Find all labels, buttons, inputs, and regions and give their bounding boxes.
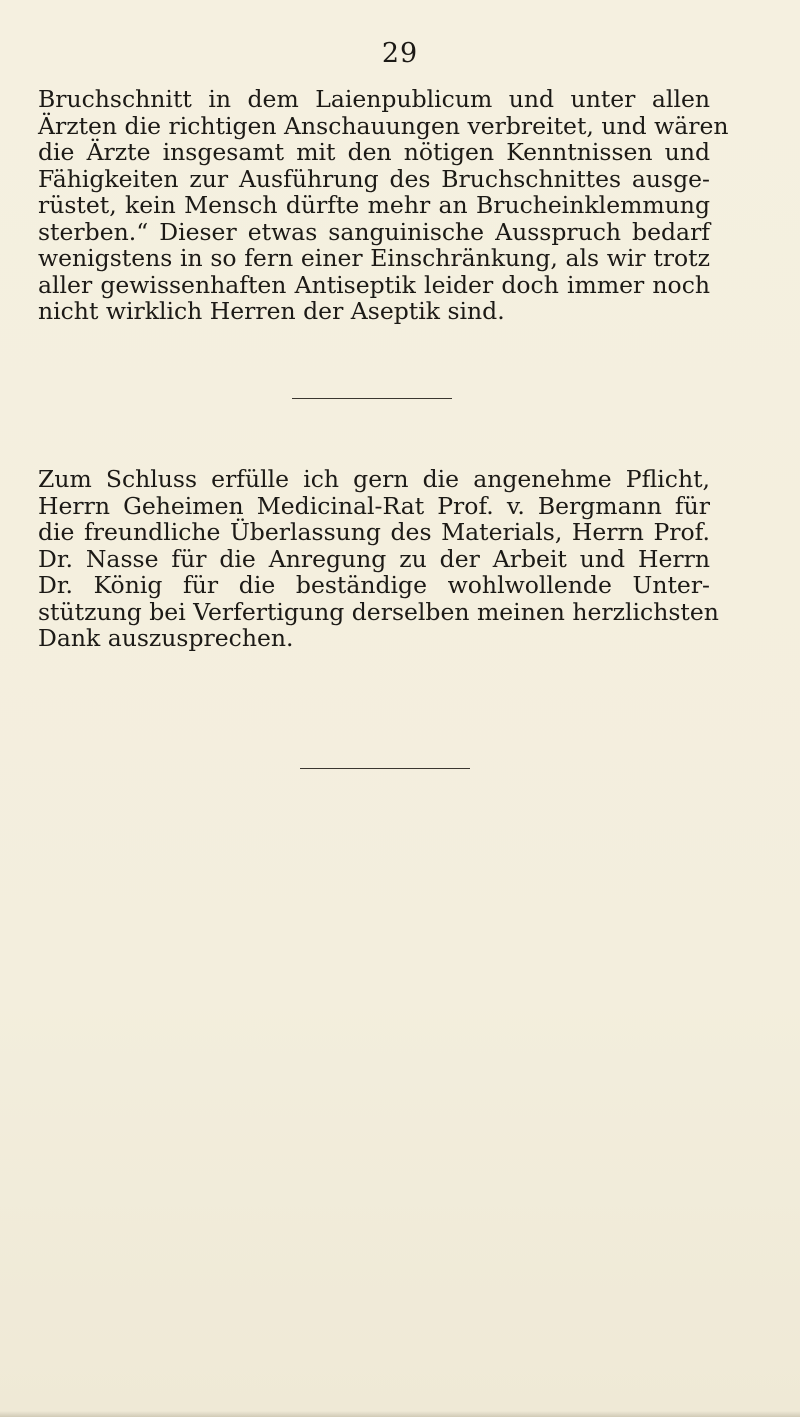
end-divider xyxy=(300,768,470,769)
text-line: aller gewissenhaften Antiseptik leider doch immer noch xyxy=(38,270,710,299)
page-number: 29 xyxy=(381,38,419,69)
paragraph-conclusion xyxy=(38,85,729,325)
text-line: Herrn Geheimen Medicinal-Rat Prof. v. Bergmann für xyxy=(38,491,710,520)
text-line: nicht wirklich Herren der Aseptik sind. xyxy=(38,297,505,325)
text-line: Dr. König für die beständige wohlwollende Unter- xyxy=(38,571,710,599)
text-line: die freundliche Überlassung des Materials, Herrn Prof. xyxy=(38,518,710,546)
text-line: stützung bei Verfertigung derselben meinen herzlichsten xyxy=(38,597,719,626)
paragraph-acknowledgements xyxy=(38,465,719,652)
text-line: die Ärzte insgesamt mit den nötigen Kenntnissen und xyxy=(38,138,710,166)
text-line: Fähigkeiten zur Ausführung des Bruchschnittes ausge- xyxy=(38,164,710,193)
text-line: rüstet, kein Mensch dürfte mehr an Brucheinklemmung xyxy=(38,191,710,219)
text-line: Dank auszusprechen. xyxy=(38,624,294,652)
text-line: Ärzten die richtigen Anschauungen verbreitet, und wären xyxy=(38,111,729,140)
text-line: Bruchschnitt in dem Laienpublicum und unter allen xyxy=(38,85,710,113)
text-line: wenigstens in so fern einer Einschränkung, als wir trotz xyxy=(38,244,710,272)
text-line: Zum Schluss erfülle ich gern die angenehme Pflicht, xyxy=(38,465,710,493)
page-edge-shadow xyxy=(0,1411,800,1417)
text-line: sterben.“ Dieser etwas sanguinische Ausspruch bedarf xyxy=(38,217,710,246)
text-line: Dr. Nasse für die Anregung zu der Arbeit und Herrn xyxy=(38,544,710,573)
section-divider xyxy=(292,398,452,399)
